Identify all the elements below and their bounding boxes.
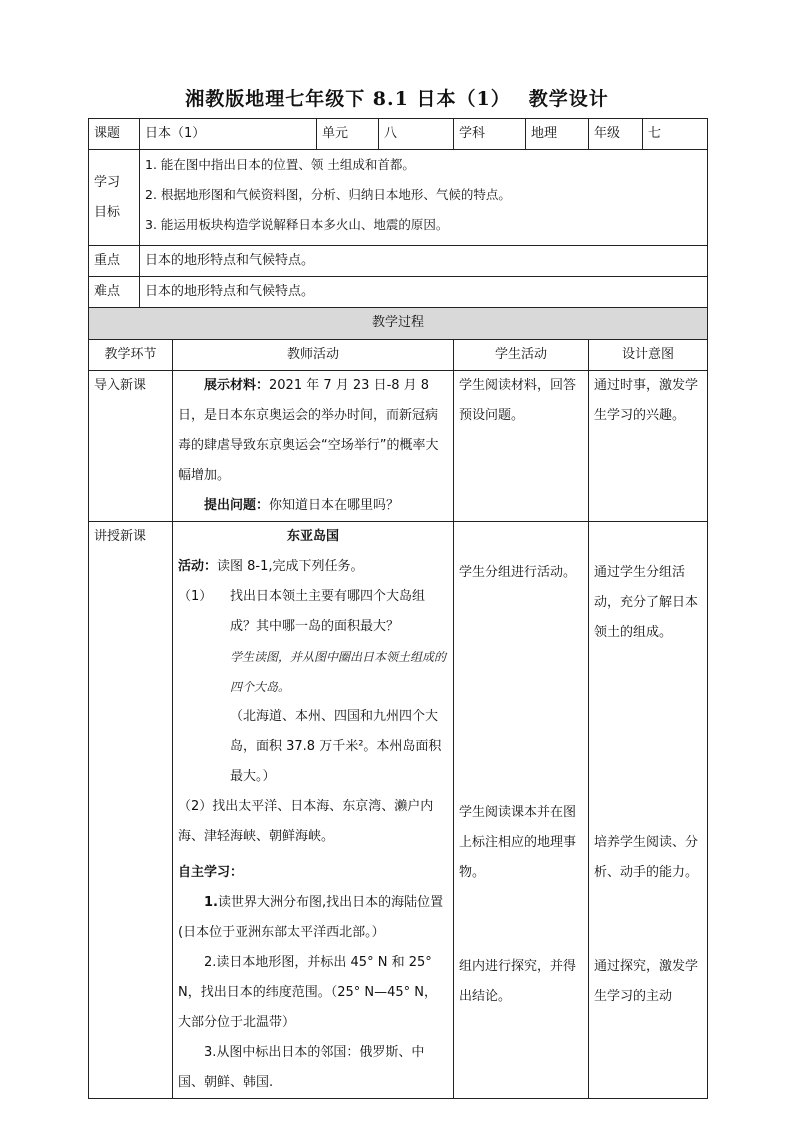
self-study-2-text: 2.读日本地形图，并标出 45° N 和 25° N，找出日本的纬度范围。（25° N—45° N，大部分位于北温带）	[178, 955, 438, 1030]
intro-teacher	[173, 371, 454, 522]
objective-item: 2. 根据地形图和气候资料图，分析、归纳日本地形、气候的特点。	[145, 187, 511, 202]
task1-handwritten: 学生读图，并从图中圈出日本领土组成的	[230, 650, 447, 664]
student-activity-3: 组内进行探究，并得出结论。	[459, 959, 577, 1004]
task1-number: （1）	[178, 589, 213, 604]
task1-answer: （北海道、本州、四国和九州四个大岛，面积 37.8 万千米²。本州岛面积最大。）	[230, 709, 442, 784]
objective-item: 1. 能在图中指出日本的位置、领 土组成和首都。	[145, 157, 415, 172]
self-study-1-number: 1.	[204, 895, 218, 910]
student-activity-2: 学生阅读课本并在图上标注相应的地理事物。	[459, 805, 577, 880]
lesson-plan-table	[88, 118, 708, 1099]
task2-text: （2）找出太平洋、日本海、东京湾、濑户内海、津轻海峡、朝鲜海峡。	[178, 799, 434, 844]
col-student: 学生活动	[454, 340, 589, 371]
subject-value: 地理	[526, 119, 589, 150]
objective-item: 3. 能运用板块构造学说解释日本多火山、地震的原因。	[145, 217, 449, 232]
intro-student: 学生阅读材料，回答预设问题。	[454, 371, 589, 522]
activity-text: 读图 8-1,完成下列任务。	[217, 559, 364, 574]
self-study-lead: 自主学习：	[178, 865, 244, 880]
unit-value: 八	[379, 119, 454, 150]
question-text: 你知道日本在哪里吗？	[269, 498, 400, 513]
grade-label: 年级	[589, 119, 643, 150]
intro-stage: 导入新课	[89, 371, 173, 522]
new-lesson-student	[454, 522, 589, 1099]
page-title: 湘教版地理七年级下 8.1 日本（1） 教学设计	[185, 88, 609, 110]
lesson-label: 课题	[89, 119, 140, 150]
self-study-3-text: 3.从图中标出日本的邻国：俄罗斯、中国、朝鲜、韩国.	[178, 1045, 425, 1090]
difficulty-label: 难点	[89, 277, 140, 308]
objectives-label: 学习 目标	[89, 150, 140, 246]
objectives-list	[140, 150, 708, 246]
subject-label: 学科	[454, 119, 526, 150]
key-point-value: 日本的地形特点和气候特点。	[140, 246, 708, 277]
unit-label: 单元	[317, 119, 379, 150]
col-stage: 教学环节	[89, 340, 173, 371]
question-lead: 提出问题：	[204, 498, 270, 513]
intro-text: 2021 年 7 月 23 日-8 月 8 日，是日本东京奥运会的举办时间，而新冠病毒的肆虐导致东京奥运会“空场举行”的概率大幅增加。	[178, 378, 439, 483]
col-intent: 设计意图	[589, 340, 708, 371]
student-activity-1: 学生分组进行活动。	[459, 565, 577, 580]
design-intent-2: 培养学生阅读、分析、动手的能力。	[594, 835, 699, 880]
task1-text: 找出日本领土主要有哪四个大岛组成？其中哪一岛的面积最大？	[230, 589, 426, 634]
new-lesson-intent	[589, 522, 708, 1099]
intro-intent: 通过时事，激发学生学习的兴趣。	[589, 371, 708, 522]
new-lesson-stage: 讲授新课	[89, 522, 173, 1099]
new-lesson-teacher	[173, 522, 454, 1099]
grade-value: 七	[643, 119, 708, 150]
task1-handwritten: 四个大岛。	[230, 680, 291, 694]
design-intent-3: 通过探究，激发学生学习的主动	[594, 959, 699, 1004]
process-title: 教学过程	[89, 308, 708, 340]
col-teacher: 教师活动	[173, 340, 454, 371]
lesson-value: 日本（1）	[140, 119, 317, 150]
difficulty-value: 日本的地形特点和气候特点。	[140, 277, 708, 308]
activity-lead: 活动：	[178, 559, 218, 574]
intro-lead: 展示材料：	[204, 378, 270, 393]
self-study-1-text: 读世界大洲分布图,找出日本的海陆位置(日本位于亚洲东部太平洋西北部。）	[178, 895, 444, 940]
design-intent-1: 通过学生分组活动，充分了解日本领土的组成。	[594, 565, 699, 640]
section-heading: 东亚岛国	[286, 529, 339, 544]
key-point-label: 重点	[89, 246, 140, 277]
